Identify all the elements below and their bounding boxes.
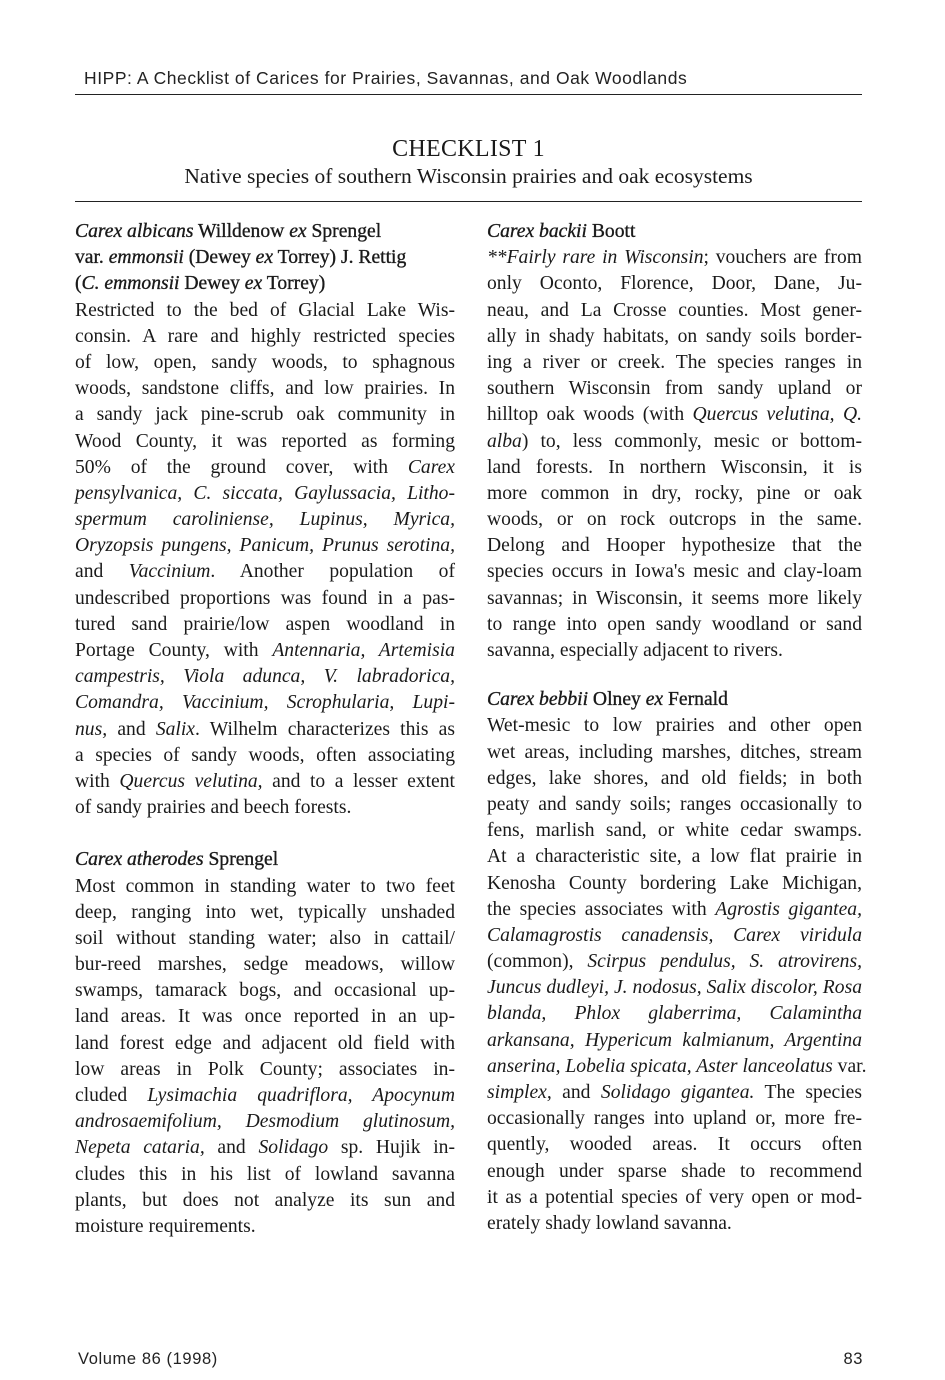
body-text-line — [75, 1214, 455, 1240]
text: low areas in Polk County; associates in- — [75, 1058, 455, 1080]
page-number: 83 — [843, 1350, 863, 1368]
text: soil without standing water; also in cattail/ — [75, 927, 455, 949]
italic-text: C. emmonsii — [81, 273, 180, 295]
italic-text: Quercus velutina, Q. — [692, 404, 862, 426]
body-text-line — [487, 766, 862, 792]
body-text-line — [487, 507, 862, 533]
text: Wood County, it was reported as forming — [75, 430, 455, 452]
text: and to a lesser extent — [262, 770, 455, 792]
italic-text: arkansana, Hypericum kalmianum, Argentina — [487, 1029, 862, 1051]
italic-text: Salix — [155, 718, 196, 740]
text: . Wilhelm characterizes this as — [195, 718, 456, 740]
body-text-line — [487, 298, 862, 324]
text: and — [75, 561, 129, 583]
text: cluded — [75, 1085, 148, 1106]
text: Wet-mesic to low prairies and other open — [487, 715, 862, 737]
body-text-line — [75, 1109, 455, 1135]
italic-text: alba — [487, 430, 522, 452]
text: consin. A rare and highly restricted species — [75, 325, 455, 347]
text: land areas. It was once reported in an up- — [75, 1006, 455, 1028]
italic-text: campestris, Viola adunca, V. labradorica, — [75, 666, 455, 688]
text: Kenosha County bordering Lake Michigan, — [487, 872, 862, 894]
text: cludes this in his list of lowland savanna — [75, 1163, 455, 1185]
text: deep, ranging into wet, typically unshaded — [75, 901, 455, 923]
body-text-line — [75, 638, 455, 664]
text: a species of sandy woods, often associating — [75, 744, 455, 766]
body-text-line — [487, 818, 862, 844]
italic-text: Solidago — [258, 1137, 329, 1159]
text: of sandy prairies and beech forests. — [75, 797, 352, 819]
text: Restricted to the bed of Glacial Lake Wis- — [75, 299, 455, 321]
body-text-line — [487, 1054, 867, 1080]
text: ( — [75, 273, 82, 295]
species-heading-line — [75, 847, 455, 873]
italic-text: Scirpus pendulus, S. atrovirens, — [587, 951, 862, 973]
italic-text: pensylvanica, C. siccata, Gaylussacia, Litho- — [75, 482, 455, 504]
body-text-line — [75, 874, 455, 900]
italic-text: **Fairly rare in Wisconsin — [487, 247, 704, 269]
body-text-line — [487, 402, 862, 428]
species-entry — [75, 219, 455, 821]
body-text-line — [75, 1135, 455, 1161]
species-heading-line — [75, 219, 455, 245]
text: to range into open sandy woodland or sand — [487, 613, 862, 635]
species-heading-line — [75, 271, 455, 297]
body-text-line — [75, 1057, 455, 1083]
text: woods, sandstone cliffs, and low prairies. In — [75, 378, 455, 400]
text: ally in shady habitats, on sandy soils border- — [487, 325, 862, 347]
checklist-subtitle: Native species of southern Wisconsin prairies and oak ecosystems — [184, 164, 753, 188]
species-entry — [75, 847, 455, 1240]
body-text-line — [487, 792, 862, 818]
body-text-line — [75, 324, 455, 350]
header-rule — [75, 94, 862, 95]
checklist-title: CHECKLIST 1 — [392, 136, 545, 162]
text: quently, wooded areas. It occurs often — [487, 1134, 862, 1156]
text: Torrey) — [262, 273, 326, 295]
text: ; vouchers are from — [703, 247, 862, 269]
italic-text: Oryzopsis pungens, Panicum, Prunus serotina, — [75, 535, 455, 557]
species-entry — [487, 219, 862, 664]
body-text-line — [75, 952, 455, 978]
body-text-line — [487, 1001, 862, 1027]
text: (common), — [487, 951, 588, 973]
running-head: HIPP: A Checklist of Carices for Prairies, Savannas, and Oak Woodlands — [84, 68, 688, 88]
body-text-line — [487, 376, 862, 402]
text: Portage County, with — [75, 640, 273, 661]
text: Most common in standing water to two feet — [75, 875, 455, 897]
text: with — [75, 770, 120, 792]
body-text-line — [75, 298, 455, 324]
text: it as a potential species of very open or mod- — [487, 1186, 862, 1208]
text: a sandy jack pine-scrub oak community in — [75, 404, 455, 426]
body-text-line — [487, 975, 862, 1001]
body-text-line — [75, 1004, 455, 1030]
italic-text: blanda, Phlox glaberrima, Calamintha — [487, 1003, 862, 1025]
text: plants, but does not analyze its sun and — [75, 1189, 455, 1211]
italic-text: Calamagrostis canadensis, Carex viridula — [487, 924, 862, 946]
body-text-line — [75, 586, 455, 612]
text: and — [204, 1137, 259, 1159]
body-text-line — [75, 795, 455, 821]
text: of low, open, sandy woods, to sphagnous — [75, 351, 455, 373]
body-text-line — [75, 612, 455, 638]
italic-text: Solidago gigantea. — [600, 1082, 755, 1103]
text: var. — [75, 247, 109, 269]
body-text-line — [487, 1106, 862, 1132]
text: Willdenow — [193, 221, 290, 242]
body-text-line — [487, 844, 862, 870]
body-text-line — [75, 533, 455, 559]
italic-text: Agrostis gigantea, — [715, 898, 862, 920]
body-text-line — [75, 926, 455, 952]
italic-text: emmonsii — [108, 247, 184, 269]
text: ) to, less commonly, mesic or bottom- — [521, 430, 862, 452]
body-text-line — [487, 1132, 862, 1158]
italic-text: Quercus velutina, — [119, 770, 263, 792]
body-text-line — [75, 1188, 455, 1214]
text: Delong and Hooper hypothesize that the — [487, 535, 862, 557]
text: tured sand prairie/low aspen woodland in — [75, 613, 455, 635]
body-text-line — [75, 559, 455, 585]
volume-footer: Volume 86 (1998) — [78, 1350, 218, 1368]
text: Boott — [586, 221, 636, 242]
text: var. — [832, 1055, 867, 1077]
italic-text: ex — [244, 273, 263, 295]
text: enough under sparse shade to recommend — [487, 1160, 862, 1182]
body-text-line — [75, 769, 455, 795]
body-text-line — [487, 612, 862, 638]
body-text-line — [487, 429, 862, 455]
italic-text: anserina, Lobelia spicata, Aster lanceolatus — [487, 1055, 833, 1077]
species-heading-line — [75, 245, 455, 271]
text: neau, and La Crosse counties. Most gener- — [487, 299, 862, 321]
body-text-line — [75, 717, 455, 743]
body-text-line — [487, 586, 862, 612]
italic-text: Carex albicans — [75, 221, 194, 242]
text: occasionally ranges into upland or, more fre- — [487, 1108, 862, 1130]
text: and — [107, 718, 156, 740]
italic-text: Nepeta cataria, — [75, 1137, 205, 1159]
text: moisture requirements. — [75, 1215, 256, 1237]
body-text-line — [487, 638, 862, 664]
text: edges, lake shores, and old fields; in both — [487, 767, 862, 789]
text: the species associates with — [487, 898, 716, 920]
text: Torrey) J. Rettig — [273, 247, 407, 269]
body-text-line — [487, 559, 862, 585]
body-text-line — [487, 923, 862, 949]
body-text-line — [75, 376, 455, 402]
italic-text: ex — [645, 689, 664, 711]
body-text-line — [487, 324, 862, 350]
italic-text: Comandra, Vaccinium, Scrophularia, Lupi- — [75, 692, 455, 714]
text: Dewey — [179, 273, 245, 295]
body-text-line — [75, 429, 455, 455]
italic-text: androsaemifolium, Desmodium glutinosum, — [75, 1111, 455, 1133]
text: Sprengel — [203, 849, 279, 871]
italic-text: nus, — [75, 718, 108, 740]
body-text-line — [487, 713, 862, 739]
text: 50% of the ground cover, with — [75, 456, 408, 478]
body-text-line — [487, 740, 862, 766]
text: Olney — [588, 689, 646, 711]
body-text-line — [487, 1159, 862, 1185]
species-heading-line — [487, 687, 862, 713]
text: swamps, tamarack bogs, and occasional up- — [75, 980, 455, 1002]
body-text-line — [75, 402, 455, 428]
text: species occurs in Iowa's mesic and clay-loam — [487, 561, 862, 583]
body-text-line — [487, 1211, 862, 1237]
text: At a characteristic site, a low flat prairie in — [487, 846, 862, 868]
italic-text: Vaccinium — [128, 561, 211, 583]
text: southern Wisconsin from sandy upland or — [487, 378, 862, 400]
text: woods, or on rock outcrops in the same. — [487, 509, 862, 531]
text: bur-reed marshes, sedge meadows, willow — [75, 954, 455, 976]
text: The species — [754, 1082, 862, 1103]
body-text-line — [75, 507, 455, 533]
body-text-line — [487, 481, 862, 507]
italic-text: Juncus dudleyi, J. nodosus, Salix discolor, Rosa — [487, 977, 862, 999]
text: sp. Hujik in- — [328, 1137, 455, 1159]
text: and — [551, 1082, 601, 1103]
body-text-line — [487, 871, 862, 897]
body-text-line — [487, 1080, 862, 1106]
text: Sprengel — [306, 221, 382, 242]
body-text-line — [75, 455, 455, 481]
italic-text: simplex, — [487, 1082, 552, 1103]
text: wet areas, including marshes, ditches, stream — [487, 741, 862, 763]
text: land forests. In northern Wisconsin, it is — [487, 456, 862, 478]
text: Fernald — [663, 689, 728, 711]
italic-text: Carex — [407, 456, 455, 478]
italic-text: ex — [255, 247, 274, 269]
body-text-line — [487, 949, 862, 975]
text: land forest edge and adjacent old field with — [75, 1032, 455, 1054]
text: more common in dry, rocky, pine or oak — [487, 482, 862, 504]
text: ing a river or creek. The species ranges in — [487, 351, 862, 373]
body-text-line — [75, 1083, 455, 1109]
body-text-line — [75, 1031, 455, 1057]
body-text-line — [75, 664, 455, 690]
body-text-line — [75, 978, 455, 1004]
species-heading-line — [487, 219, 862, 245]
right-column — [487, 219, 867, 1237]
body-text-line — [487, 897, 862, 923]
text: undescribed proportions was found in a pas- — [75, 587, 455, 609]
italic-text: Carex backii — [487, 221, 587, 242]
body-text-line — [75, 1162, 455, 1188]
body-text-line — [487, 1028, 862, 1054]
italic-text: ex — [289, 221, 307, 242]
text: fens, marlish sand, or white cedar swamps. — [487, 820, 862, 842]
body-text-line — [487, 455, 862, 481]
text: savannas; in Wisconsin, it seems more likely — [487, 587, 862, 609]
text: (Dewey — [183, 247, 256, 269]
italic-text: Lysimachia quadriflora, Apocynum — [147, 1085, 455, 1106]
body-text-line — [75, 481, 455, 507]
body-text-line — [487, 533, 862, 559]
text: . Another population of — [210, 561, 455, 583]
body-text-line — [75, 900, 455, 926]
italic-text: spermum caroliniense, Lupinus, Myrica, — [75, 509, 455, 531]
text: only Oconto, Florence, Door, Dane, Ju- — [487, 273, 862, 295]
title-rule — [75, 201, 862, 202]
text: hilltop oak woods (with — [487, 404, 693, 426]
italic-text: Carex bebbii — [487, 689, 589, 711]
body-text-line — [487, 271, 862, 297]
text: savanna, especially adjacent to rivers. — [487, 640, 783, 661]
body-text-line — [487, 245, 862, 271]
species-entry — [487, 687, 867, 1237]
body-text-line — [75, 690, 455, 716]
left-column — [75, 219, 455, 1240]
italic-text: Antennaria, Artemisia — [272, 640, 455, 661]
body-text-line — [487, 1185, 862, 1211]
text: erately shady lowland savanna. — [487, 1212, 732, 1234]
body-text-line — [487, 350, 862, 376]
italic-text: Carex atherodes — [75, 849, 204, 871]
body-text-line — [75, 743, 455, 769]
body-text-line — [75, 350, 455, 376]
text: peaty and sandy soils; ranges occasionally to — [487, 793, 862, 815]
